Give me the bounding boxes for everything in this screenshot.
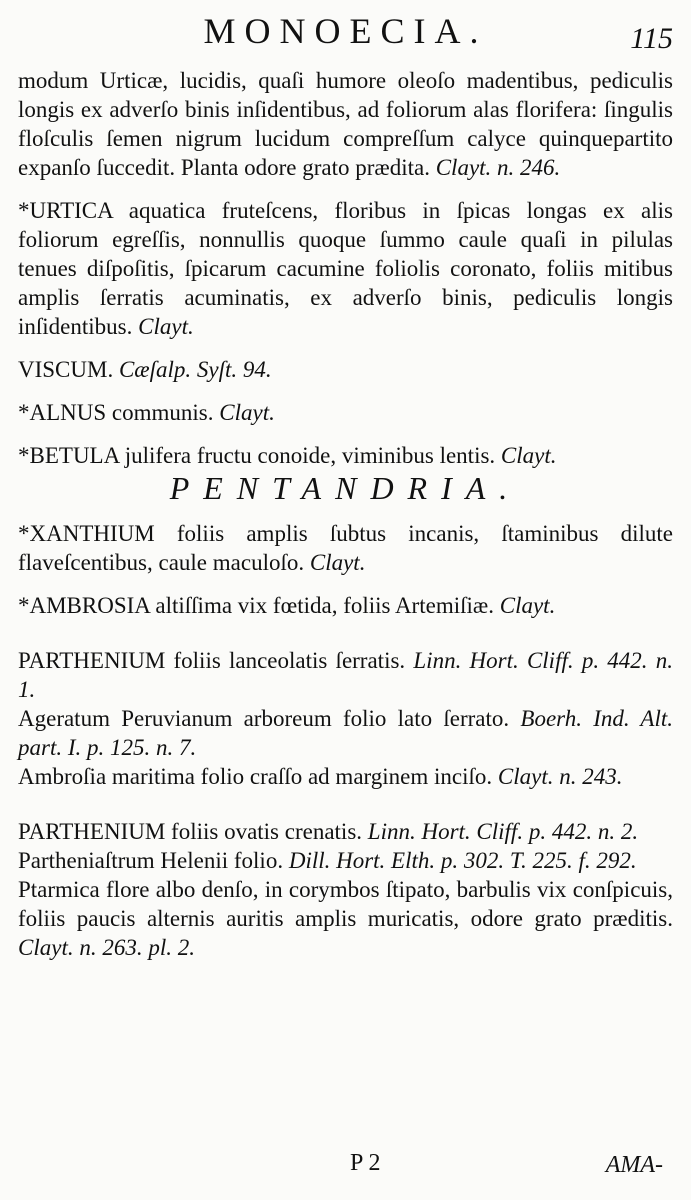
entry-betula — [18, 441, 673, 470]
entry-parthenium-1 — [18, 646, 673, 704]
entry-citation: Cæſalp. Syſt. 94. — [118, 357, 272, 382]
entry-text: *URTICA aquatica fruteſcens, floribus in ſpicas longas ex alis foliorum egreſſis, nonnullis quoque ſummo caule quaſi in pilulas tenues diſpoſitis, ſpicarum cacumine foliolis coronato, foliis mitibus amplis ſerratis acuminatis, ex adverſo binis, pediculis longis inſidentibus. — [18, 198, 673, 339]
entry-text: *AMBROSIA altiſſima vix fœtida, foliis Artemiſiæ. — [18, 593, 494, 618]
entry-citation: Boerh. Ind. Alt. part. I. p. 125. n. 7. — [18, 706, 674, 760]
entry-text: Ambroſia maritima folio craſſo ad marginem inciſo. — [18, 764, 493, 789]
entry-text: PARTHENIUM foliis lanceolatis ſerratis. — [18, 648, 406, 673]
entry-text: Ageratum Peruvianum arboreum folio lato ſerrato. — [18, 706, 510, 731]
entry-text: PARTHENIUM foliis ovatis crenatis. — [18, 819, 363, 844]
page-number: 115 — [630, 22, 673, 55]
entry-text: Ptarmica flore albo denſo, in corymbos ſtipato, barbulis vix conſpicuis, foliis paucis alternis auritis amplis muricatis, odore grato præditis. — [18, 877, 673, 931]
entry-citation: Clayt. — [219, 400, 275, 425]
running-head: MONOECIA. — [203, 11, 488, 51]
entry-ambrosia-maritima — [18, 762, 673, 791]
entry-citation: Clayt. — [499, 593, 556, 618]
entry-partheniastrum — [18, 846, 673, 875]
entry-xanthium — [18, 519, 673, 577]
entry-citation: Clayt. — [138, 314, 194, 339]
entry-citation: Clayt. n. 243. — [497, 764, 623, 789]
entry-citation: Dill. Hort. Elth. p. 302. T. 225. f. 292. — [288, 848, 637, 873]
signature-mark: P 2 — [350, 1150, 381, 1176]
entry-citation: Linn. Hort. Cliff. p. 442. n. 1. — [18, 648, 673, 702]
entry-ageratum — [18, 704, 673, 762]
entry-text: *XANTHIUM foliis amplis ſubtus incanis, ſtaminibus dilute flaveſcentibus, caule maculoſo. — [18, 521, 673, 575]
entry-text: VISCUM. — [18, 357, 114, 382]
entry-citation: Clayt. n. 246. — [435, 155, 561, 180]
entry-urtica-aquatica — [18, 196, 673, 341]
entry-citation: Clayt. — [500, 443, 557, 468]
entry-citation: Clayt. — [309, 550, 366, 575]
entry-text: *ALNUS communis. — [18, 400, 214, 425]
entry-urtica-continued — [18, 66, 673, 182]
page-body — [18, 66, 673, 962]
entry-text: modum Urticæ, lucidis, quaſi humore oleoſo madentibus, pediculis longis ex adverſo binis inſidentibus, ad foliorum alas florifera: ſingulis floſculis ſemen nigrum lucidum compreſſum calyce quinquepartito expanſo ſuccedit. Planta odore grato prædita. — [18, 68, 673, 180]
entry-ptarmica — [18, 875, 673, 962]
entry-viscum — [18, 355, 673, 384]
entry-parthenium-2 — [18, 817, 673, 846]
entry-text: Partheniaſtrum Helenii folio. — [18, 848, 284, 873]
entry-alnus — [18, 398, 673, 427]
entry-text: *BETULA julifera fructu conoide, viminibus lentis. — [18, 443, 496, 468]
entry-ambrosia — [18, 591, 673, 620]
section-heading: PENTANDRIA. — [169, 470, 522, 506]
catchword: AMA- — [605, 1152, 663, 1178]
entry-citation: Clayt. n. 263. pl. 2. — [18, 935, 195, 960]
entry-citation: Linn. Hort. Cliff. p. 442. n. 2. — [367, 819, 639, 844]
